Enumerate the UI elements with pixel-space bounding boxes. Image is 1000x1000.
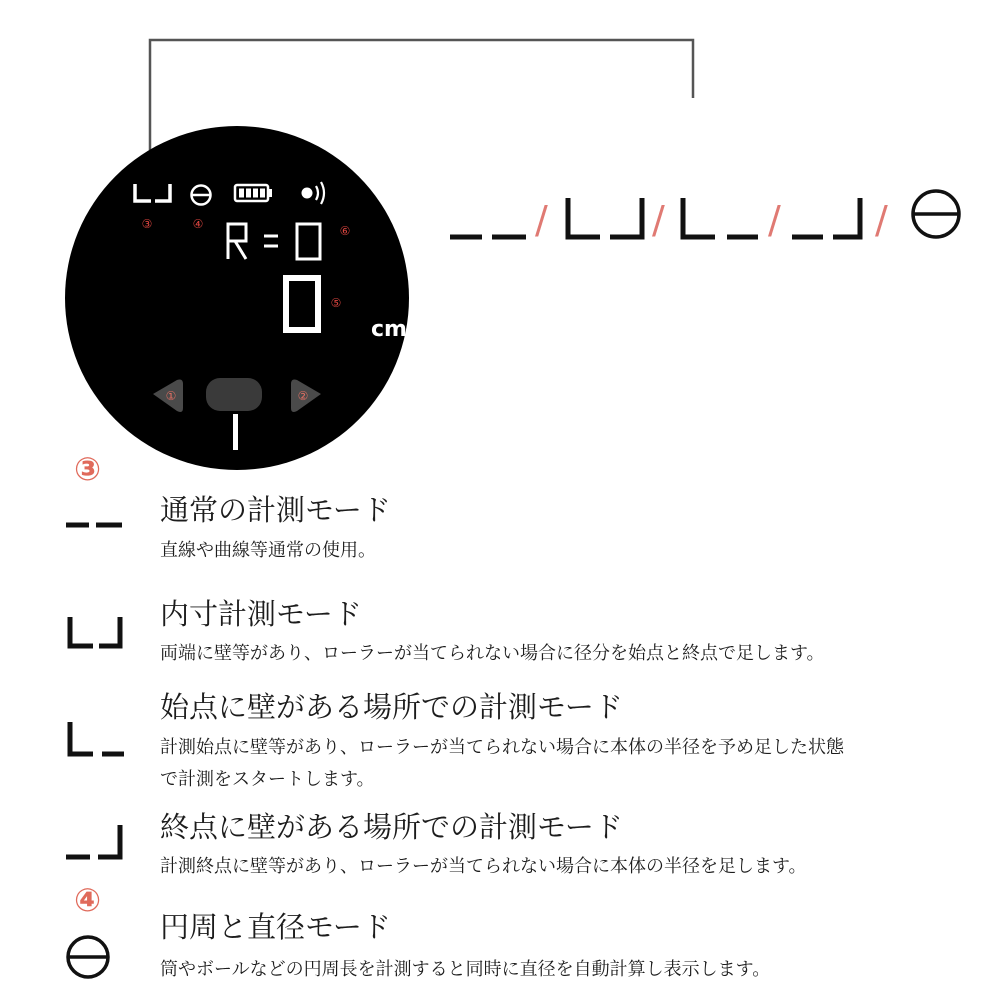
marker-3-label: ③: [141, 217, 153, 231]
display-inner-mode-icon: [135, 184, 170, 201]
display-circle-mode-icon: [192, 186, 211, 205]
circumference-list-icon: [68, 937, 108, 977]
r-readout-segments: [228, 224, 320, 259]
section-normal-desc: 直線や曲線等通常の使用。: [160, 540, 376, 561]
display-graphics: [65, 126, 409, 470]
bottom-indicator: [233, 414, 238, 450]
end-wall-list-icon: [66, 825, 120, 857]
section-inner-desc: 両端に壁等があり、ローラーが当てられない場合に径分を始点と終点で足します。: [160, 643, 825, 664]
start-wall-list-icon: [70, 722, 124, 754]
mode-separator-2: /: [652, 198, 665, 242]
end-wall-mode-icon: [792, 198, 860, 237]
inner-mode-icon: [568, 198, 642, 237]
section-end-wall-title: 終点に壁がある場所での計測モード: [160, 810, 623, 844]
marker-1-label: ①: [165, 389, 177, 403]
section-4-number: ④: [74, 881, 102, 919]
unit-label: cm: [371, 317, 407, 342]
mode-separator-3: /: [768, 198, 781, 242]
mode-separator-1: /: [535, 198, 548, 242]
section-circumference-desc: 筒やボールなどの円周長を計測すると同時に直径を自動計算し表示します。: [160, 959, 771, 980]
section-start-wall-desc-2: で計測をスタートします。: [160, 769, 375, 790]
section-start-wall-title: 始点に壁がある場所での計測モード: [160, 690, 623, 724]
circumference-mode-icon: [913, 191, 959, 237]
section-start-wall-desc-1: 計測始点に壁等があり、ローラーが当てられない場合に本体の半径を予め足した状態: [160, 737, 844, 758]
mode-separator-4: /: [875, 198, 888, 242]
marker-2-label: ②: [297, 389, 309, 403]
device-display: [65, 126, 409, 470]
mode-icons-row: [440, 180, 980, 260]
start-wall-mode-icon: [683, 198, 758, 237]
marker-6-label: ⑥: [339, 224, 351, 238]
marker-5-label: ⑤: [330, 296, 342, 310]
section-inner-title: 内寸計測モード: [160, 597, 362, 631]
list-icons: [60, 500, 140, 1000]
main-readout-segments: [286, 278, 318, 330]
battery-icon: [235, 185, 272, 201]
section-circumference-title: 円周と直径モード: [160, 910, 391, 944]
section-normal-title: 通常の計測モード: [160, 493, 391, 527]
section-end-wall-desc: 計測終点に壁等があり、ローラーが当てられない場合に本体の半径を足します。: [160, 856, 807, 877]
sound-icon: [302, 182, 325, 204]
inner-mode-list-icon: [70, 617, 120, 646]
center-button: [206, 378, 262, 411]
marker-4-label: ④: [192, 217, 204, 231]
section-3-number: ③: [74, 450, 102, 488]
